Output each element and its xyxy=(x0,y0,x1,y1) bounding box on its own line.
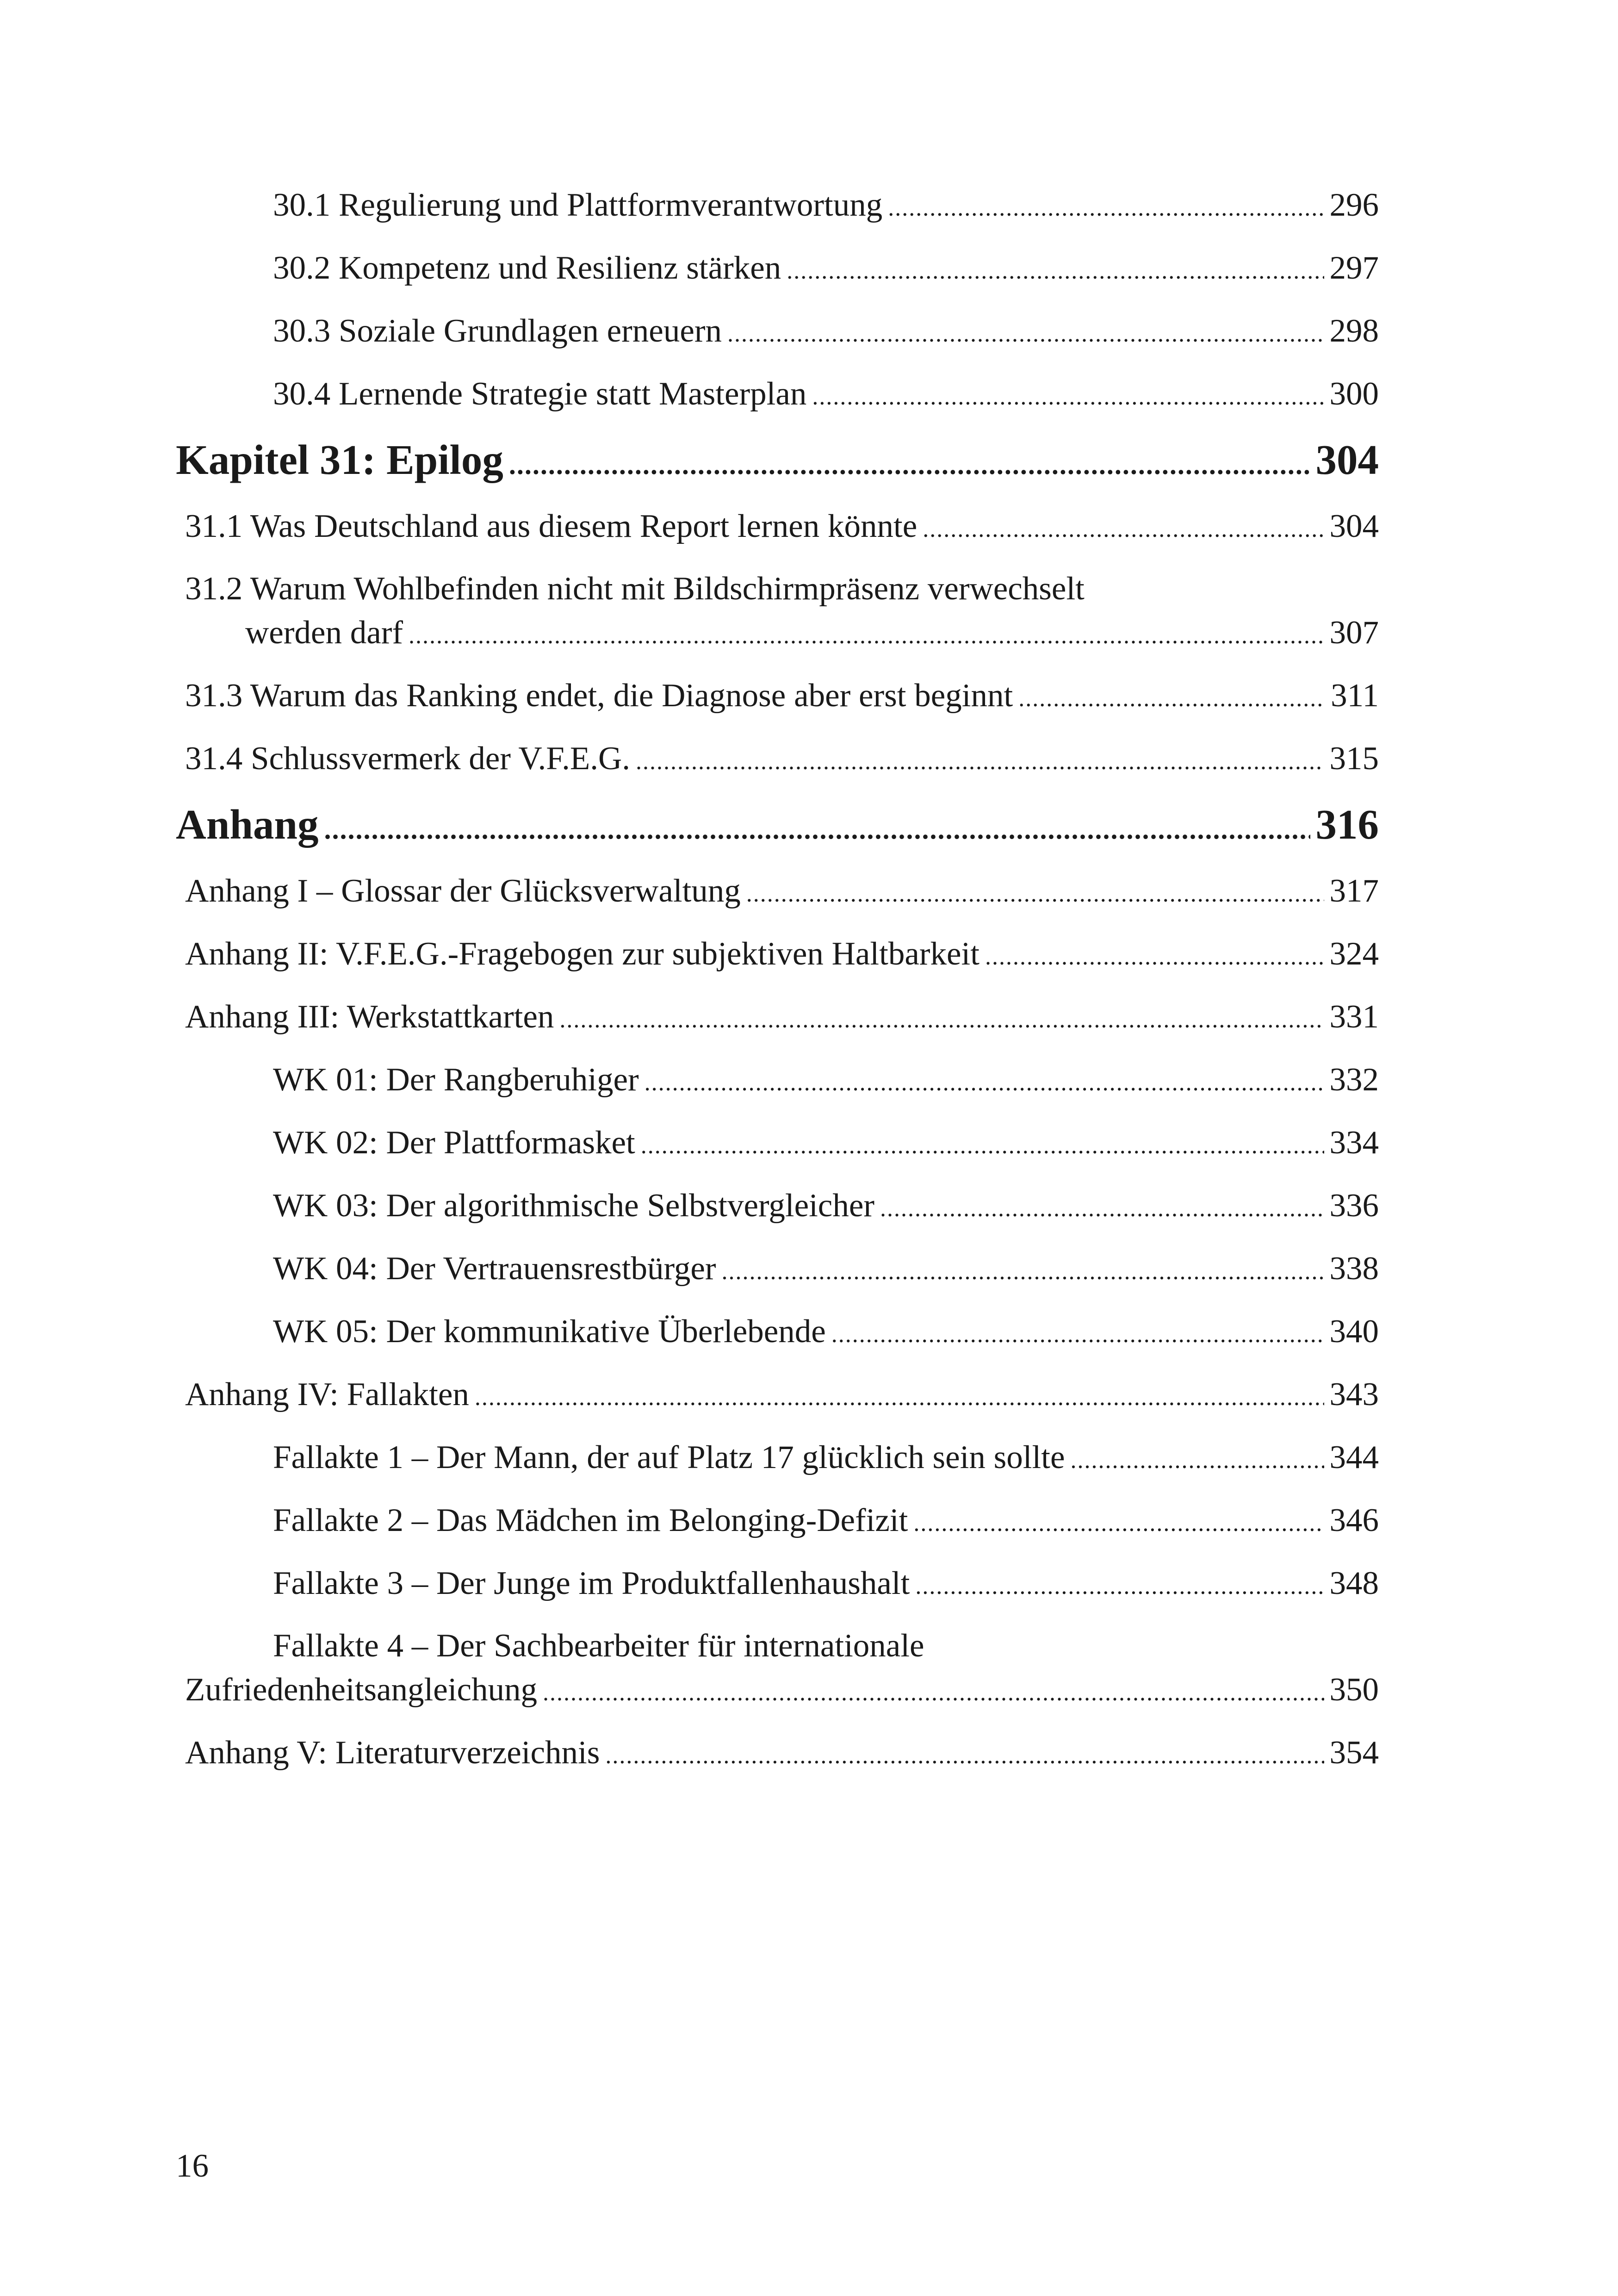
dot-leader xyxy=(636,740,1324,784)
toc-entry-page: 338 xyxy=(1329,1251,1379,1287)
toc-chapter-anhang[interactable] xyxy=(176,799,1379,855)
dot-leader xyxy=(722,1250,1324,1294)
toc-chapter-page: 304 xyxy=(1315,436,1379,483)
dot-leader xyxy=(559,998,1324,1042)
toc-entry-title: WK 02: Der Plattformasket xyxy=(273,1125,635,1161)
toc-entry-fallakte-2[interactable] xyxy=(176,1498,1379,1546)
toc-entry-title-line1: 31.2 Warum Wohlbefinden nicht mit Bildschirmpräsenz verwechselt xyxy=(185,571,1085,607)
toc-entry-title: WK 01: Der Rangberuhiger xyxy=(273,1062,639,1098)
toc-entry-title: 30.3 Soziale Grundlagen erneuern xyxy=(273,313,722,349)
toc-entry-title: WK 05: Der kommunikative Überlebende xyxy=(273,1313,826,1350)
toc-entry-page: 317 xyxy=(1329,873,1379,909)
toc-entry-30-3[interactable] xyxy=(176,309,1379,356)
toc-entry-31-2[interactable] xyxy=(176,567,1379,658)
toc-chapter-title: Kapitel 31: Epilog xyxy=(176,436,503,483)
toc-entry-page: 336 xyxy=(1329,1188,1379,1224)
toc-entry-page: 300 xyxy=(1329,376,1379,412)
table-of-contents xyxy=(176,183,1379,1793)
toc-entry-title: WK 04: Der Vertrauensrestbürger xyxy=(273,1251,716,1287)
toc-entry-page: 354 xyxy=(1329,1735,1379,1771)
toc-entry-anhang-2[interactable] xyxy=(176,932,1379,979)
toc-entry-page: 340 xyxy=(1329,1313,1379,1350)
dot-leader xyxy=(409,614,1324,658)
toc-entry-31-3[interactable] xyxy=(176,673,1379,721)
dot-leader xyxy=(645,1061,1324,1105)
dot-leader xyxy=(915,1564,1324,1609)
toc-entry-title: Fallakte 2 – Das Mädchen im Belonging-Defizit xyxy=(273,1502,908,1538)
toc-entry-title: 30.2 Kompetenz und Resilienz stärken xyxy=(273,250,781,286)
dot-leader xyxy=(543,1671,1324,1715)
dot-leader xyxy=(641,1124,1324,1168)
toc-entry-title-line2: Zufriedenheitsangleichung xyxy=(185,1672,537,1708)
toc-entry-page: 307 xyxy=(1329,615,1379,651)
toc-entry-title: Anhang I – Glossar der Glücksverwaltung xyxy=(185,873,741,909)
toc-entry-title: 31.1 Was Deutschland aus diesem Report lernen könnte xyxy=(185,508,917,544)
toc-entry-anhang-4[interactable] xyxy=(176,1372,1379,1420)
dot-leader xyxy=(746,872,1324,916)
toc-entry-fallakte-1[interactable] xyxy=(176,1435,1379,1483)
toc-entry-fallakte-3[interactable] xyxy=(176,1561,1379,1609)
toc-entry-page: 297 xyxy=(1329,250,1379,286)
dot-leader xyxy=(727,312,1324,356)
toc-entry-page: 324 xyxy=(1329,936,1379,972)
toc-entry-title: 30.1 Regulierung und Plattformverantwortung xyxy=(273,187,883,223)
toc-chapter-title: Anhang xyxy=(176,801,319,848)
toc-entry-title: Anhang IV: Fallakten xyxy=(185,1376,469,1412)
dot-leader xyxy=(888,186,1324,230)
toc-entry-title: Anhang V: Literaturverzeichnis xyxy=(185,1735,600,1771)
toc-entry-title: 30.4 Lernende Strategie statt Masterplan xyxy=(273,376,807,412)
dot-leader xyxy=(475,1375,1324,1420)
toc-entry-page: 298 xyxy=(1329,313,1379,349)
toc-entry-wk-05[interactable] xyxy=(176,1309,1379,1357)
toc-entry-30-1[interactable] xyxy=(176,183,1379,230)
toc-entry-wk-02[interactable] xyxy=(176,1120,1379,1168)
toc-entry-30-2[interactable] xyxy=(176,246,1379,293)
dot-leader xyxy=(880,1187,1324,1231)
dot-leader xyxy=(812,375,1324,419)
toc-entry-title: WK 03: Der algorithmische Selbstvergleicher xyxy=(273,1188,874,1224)
dot-leader xyxy=(509,439,1310,490)
toc-entry-wk-01[interactable] xyxy=(176,1058,1379,1105)
page-number: 16 xyxy=(176,2148,209,2184)
toc-entry-wk-03[interactable] xyxy=(176,1183,1379,1231)
toc-entry-30-4[interactable] xyxy=(176,372,1379,419)
dot-leader xyxy=(1070,1438,1324,1483)
toc-entry-31-4[interactable] xyxy=(176,736,1379,784)
toc-entry-anhang-5[interactable] xyxy=(176,1730,1379,1778)
dot-leader xyxy=(985,935,1324,979)
toc-entry-continuation xyxy=(185,610,1379,658)
dot-leader xyxy=(605,1734,1324,1778)
toc-entry-31-1[interactable] xyxy=(176,504,1379,552)
toc-entry-wk-04[interactable] xyxy=(176,1246,1379,1294)
toc-entry-page: 304 xyxy=(1329,508,1379,544)
dot-leader xyxy=(831,1313,1324,1357)
toc-entry-anhang-1[interactable] xyxy=(176,869,1379,916)
toc-chapter-page: 316 xyxy=(1315,801,1379,848)
toc-entry-title: 31.4 Schlussvermerk der V.F.E.G. xyxy=(185,740,630,777)
toc-entry-title: Anhang II: V.F.E.G.-Fragebogen zur subjektiven Haltbarkeit xyxy=(185,936,980,972)
toc-entry-page: 346 xyxy=(1329,1502,1379,1538)
toc-entry-title-line2: werden darf xyxy=(245,615,403,651)
toc-entry-title: Fallakte 1 – Der Mann, der auf Platz 17 glücklich sein sollte xyxy=(273,1439,1065,1475)
toc-entry-page: 332 xyxy=(1329,1062,1379,1098)
toc-entry-continuation xyxy=(176,1668,1379,1715)
toc-entry-page: 311 xyxy=(1331,678,1379,714)
dot-leader xyxy=(913,1501,1324,1546)
toc-entry-page: 296 xyxy=(1329,187,1379,223)
dot-leader xyxy=(1018,677,1325,721)
toc-entry-page: 334 xyxy=(1329,1125,1379,1161)
dot-leader xyxy=(787,249,1324,293)
toc-entry-page: 315 xyxy=(1329,740,1379,777)
toc-entry-title-line1: Fallakte 4 – Der Sachbearbeiter für internationale xyxy=(273,1628,924,1664)
toc-entry-page: 344 xyxy=(1329,1439,1379,1475)
dot-leader xyxy=(923,507,1324,552)
toc-entry-title: 31.3 Warum das Ranking endet, die Diagnose aber erst beginnt xyxy=(185,678,1013,714)
toc-entry-page: 350 xyxy=(1329,1672,1379,1708)
toc-entry-anhang-3[interactable] xyxy=(176,995,1379,1042)
toc-entry-page: 348 xyxy=(1329,1565,1379,1601)
toc-entry-title: Fallakte 3 – Der Junge im Produktfallenhaushalt xyxy=(273,1565,910,1601)
toc-entry-page: 331 xyxy=(1329,999,1379,1035)
toc-entry-title: Anhang III: Werkstattkarten xyxy=(185,999,554,1035)
dot-leader xyxy=(324,804,1310,855)
toc-entry-fallakte-4[interactable] xyxy=(176,1624,1379,1715)
toc-chapter-31[interactable] xyxy=(176,435,1379,490)
toc-entry-page: 343 xyxy=(1329,1376,1379,1412)
